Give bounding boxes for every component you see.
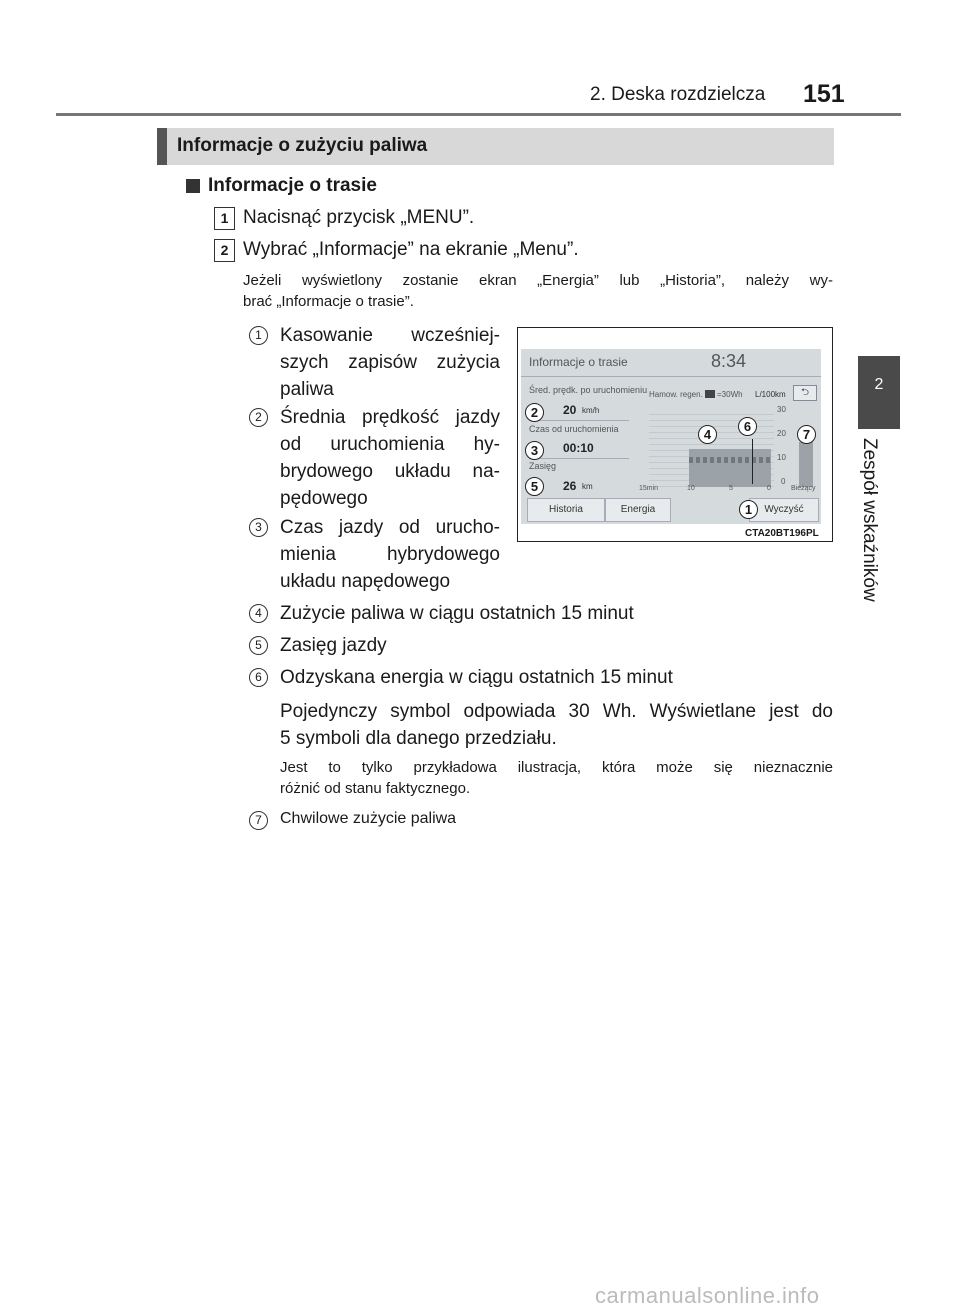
callout-number: 3 xyxy=(249,518,268,537)
energy-button[interactable]: Energia xyxy=(605,498,671,522)
y-tick: 20 xyxy=(777,429,786,438)
callout-number: 2 xyxy=(249,408,268,427)
note-line: Jeżeli wyświetlony zostanie ekran „Energia” lub „Historia”, należy wy- xyxy=(243,272,833,289)
callout-marker: 5 xyxy=(525,477,544,496)
square-bullet-icon xyxy=(186,179,200,193)
trip-info-screen xyxy=(521,349,821,524)
callout-marker: 2 xyxy=(525,403,544,422)
callout-marker: 3 xyxy=(525,441,544,460)
note-line: brać „Informacje o trasie”. xyxy=(243,293,414,310)
callout-number: 7 xyxy=(249,811,268,830)
page-number: 151 xyxy=(803,80,845,108)
callout-number: 4 xyxy=(249,604,268,623)
x-tick: 10 xyxy=(687,485,695,492)
step-number: 1 xyxy=(214,207,235,230)
current-consumption-bar xyxy=(799,442,813,487)
step-number: 2 xyxy=(214,239,235,262)
section-title: Informacje o zużyciu paliwa xyxy=(177,135,428,156)
callout-number: 5 xyxy=(249,636,268,655)
callout-text: Czas jazdy od urucho- mienia hybrydowego układu napędowego xyxy=(280,517,500,592)
regen-value: =30Wh xyxy=(717,390,743,399)
screen-clock: 8:34 xyxy=(711,351,747,371)
consumption-bar xyxy=(689,449,771,487)
callout-marker: 4 xyxy=(698,425,717,444)
image-code: CTA20BT196PL xyxy=(745,528,819,539)
step-text: Nacisnąć przycisk „MENU”. xyxy=(243,207,475,228)
drive-time-label: Czas od uruchomienia xyxy=(529,424,619,434)
watermark: carmanualsonline.info xyxy=(595,1283,820,1308)
y-tick: 0 xyxy=(781,477,786,486)
clear-button[interactable]: Wyczyść xyxy=(749,498,819,522)
note: Jest to tylko przykładowa ilustracja, która może się nieznacznie różnić od stanu faktycznego. xyxy=(280,759,833,797)
drive-time-value: 00:10 xyxy=(563,441,594,455)
x-tick: Bieżący xyxy=(791,485,816,492)
y-tick: 30 xyxy=(777,405,786,414)
history-button[interactable]: Historia xyxy=(527,498,605,522)
back-arrow-icon[interactable]: ⮌ xyxy=(793,385,817,401)
callout-number: 6 xyxy=(249,668,268,687)
callout-marker: 1 xyxy=(739,500,758,519)
callout-marker: 6 xyxy=(738,417,757,436)
header-rule xyxy=(56,113,901,116)
chapter-title: 2. Deska rozdzielcza xyxy=(590,84,766,105)
callout-text: Kasowanie wcześniej- szych zapisów zużycia paliwa xyxy=(280,325,500,400)
callout-pointer xyxy=(752,439,753,484)
chapter-tab-label: Zespół wskaźników xyxy=(859,438,880,602)
callout-description: Pojedynczy symbol odpowiada 30 Wh. Wyświetlane jest do 5 symboli dla danego przedziału. xyxy=(280,701,833,749)
chapter-tab-number: 2 xyxy=(874,376,884,393)
avg-speed-value: 20 xyxy=(563,403,577,417)
screen-title: Informacje o trasie xyxy=(529,355,628,369)
callout-marker: 7 xyxy=(797,425,816,444)
range-unit: km xyxy=(582,482,593,491)
callout-text: Zużycie paliwa w ciągu ostatnich 15 minut xyxy=(280,603,634,624)
consumption-unit: L/100km xyxy=(755,390,786,399)
section-heading-accent xyxy=(157,128,167,165)
callout-text: Zasięg jazdy xyxy=(280,635,387,656)
avg-speed-unit: km/h xyxy=(582,406,600,415)
callout-text: Odzyskana energia w ciągu ostatnich 15 minut xyxy=(280,667,673,688)
callout-number: 1 xyxy=(249,326,268,345)
screen-divider xyxy=(521,376,821,377)
note xyxy=(243,270,833,312)
x-tick: 5 xyxy=(729,485,733,492)
y-tick: 10 xyxy=(777,453,786,462)
regen-symbol-icon xyxy=(705,390,715,398)
avg-speed-label: Śred. prędk. po uruchomieniu xyxy=(529,385,648,395)
subsection-title: Informacje o trasie xyxy=(208,175,377,196)
callout-text: Średnia prędkość jazdy od uruchomienia hy- brydowego układu na- pędowego xyxy=(280,407,500,509)
x-tick: 15min xyxy=(639,485,659,492)
x-tick: 0 xyxy=(767,485,771,492)
regen-symbols xyxy=(689,457,771,463)
row-divider xyxy=(529,420,629,421)
regen-label: Hamow. regen. xyxy=(649,390,703,399)
callout-text: Chwilowe zużycie paliwa xyxy=(280,810,457,827)
range-value: 26 xyxy=(563,479,577,493)
row-divider xyxy=(529,458,629,459)
step-text: Wybrać „Informacje” na ekranie „Menu”. xyxy=(243,239,579,260)
range-label: Zasięg xyxy=(529,461,557,471)
